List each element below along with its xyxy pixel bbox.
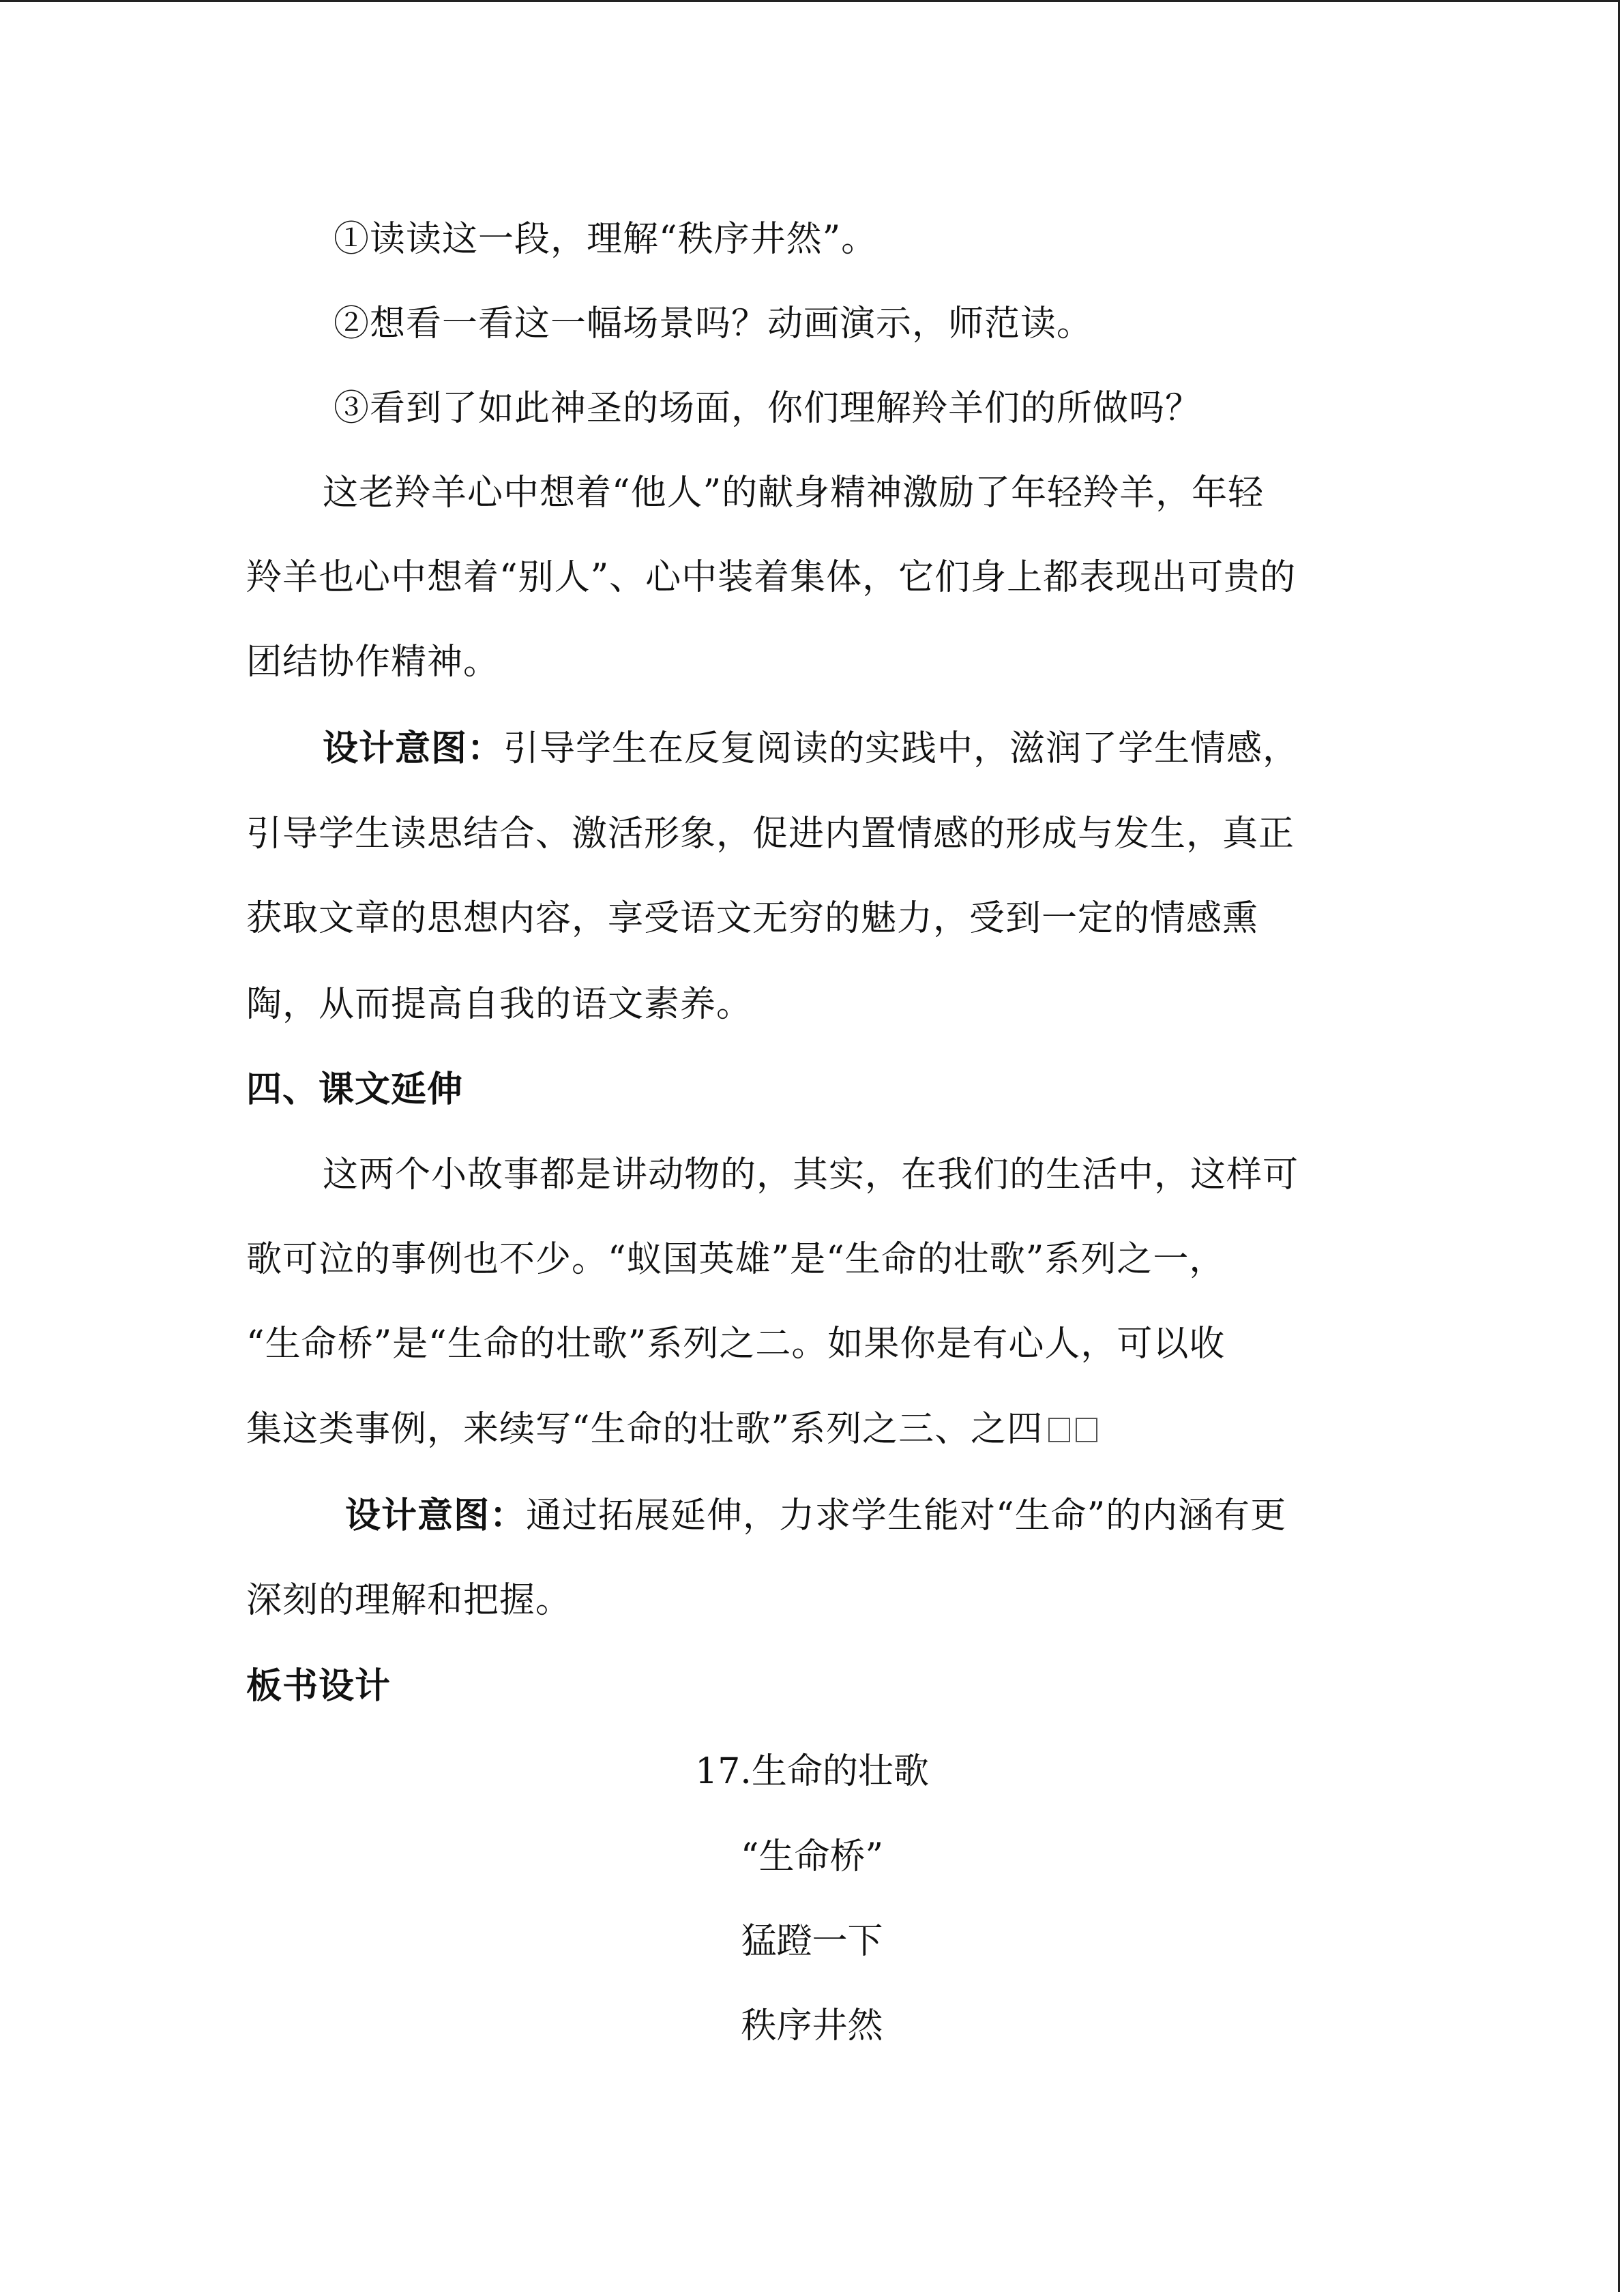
paragraph-line: 羚羊也心中想着“别人”、心中装着集体，它们身上都表现出可贵的	[246, 557, 1297, 598]
board-design-heading: 板书设计	[246, 1666, 392, 1707]
design-intent-line: 陶，从而提高自我的语文素养。	[246, 984, 753, 1025]
paragraph-line: 这两个小故事都是讲动物的，其实，在我们的生活中，这样可	[323, 1154, 1299, 1195]
design-intent-line: 引导学生读思结合、激活形象，促进内置情感的形成与发生，真正	[246, 814, 1295, 854]
section-heading: 四、课文延伸	[246, 1069, 464, 1110]
design-intent-paragraph	[323, 726, 1299, 771]
board-item: 猛蹬一下	[741, 1921, 883, 1962]
paragraph-line: 歌可泣的事例也不少。“蚁国英雄”是“生命的壮歌”系列之一，	[246, 1239, 1226, 1280]
paragraph-line-text: 集这类事例，来续写“生命的壮歌”系列之三、之四	[246, 1409, 1044, 1450]
design-intent-line: 获取文章的思想内容，享受语文无穷的魅力，受到一定的情感熏	[246, 898, 1259, 939]
design-intent-line: 深刻的理解和把握。	[246, 1580, 572, 1621]
paragraph-line: “生命桥”是“生命的壮歌”系列之二。如果你是有心人，可以收	[246, 1324, 1226, 1365]
board-item: 秩序井然	[741, 2006, 883, 2046]
design-intent-text: 引导学生在反复阅读的实践中，滋润了学生情感，	[503, 728, 1299, 769]
board-title: 17.生命的壮歌	[695, 1751, 929, 1792]
step-2-text: ②想看一看这一幅场景吗？动画演示，师范读。	[334, 303, 1093, 344]
design-intent-paragraph	[345, 1493, 1286, 1538]
placeholder-box	[1048, 1418, 1070, 1442]
paragraph-line: 团结协作精神。	[246, 642, 500, 683]
step-3-text: ③看到了如此神圣的场面，你们理解羚羊们的所做吗？	[334, 388, 1202, 429]
step-1-text: ①读读这一段，理解“秩序井然”。	[334, 219, 878, 260]
placeholder-box	[1076, 1418, 1097, 1442]
paragraph-line: 这老羚羊心中想着“他人”的献身精神激励了年轻羚羊，年轻	[323, 473, 1265, 513]
paragraph-line	[246, 1407, 1097, 1452]
design-intent-label: 设计意图：	[345, 1495, 527, 1536]
design-intent-label: 设计意图：	[323, 728, 504, 769]
design-intent-text: 通过拓展延伸，力求学生能对“生命”的内涵有更	[526, 1495, 1287, 1536]
board-item: “生命桥”	[740, 1836, 884, 1877]
